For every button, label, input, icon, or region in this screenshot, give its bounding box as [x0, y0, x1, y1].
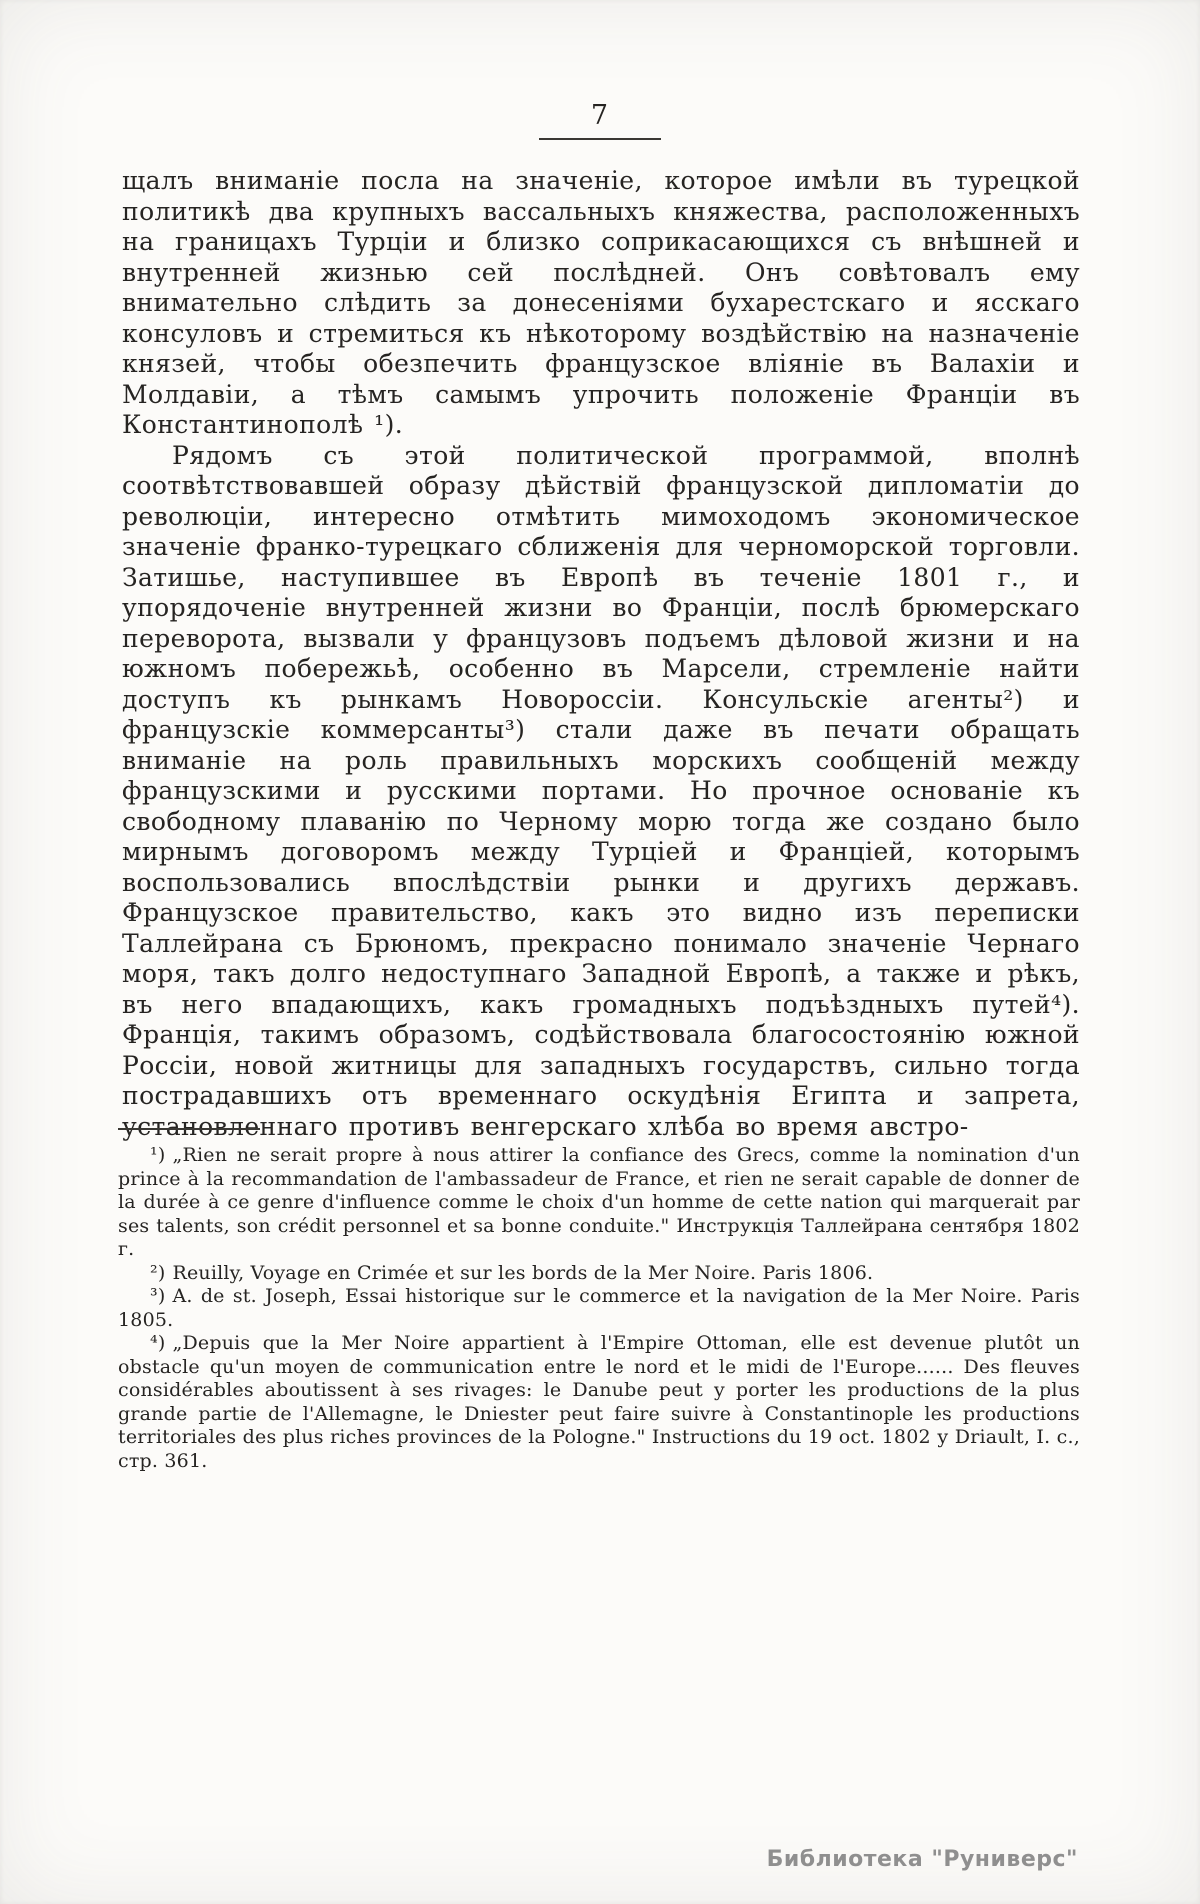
main-text — [122, 166, 1080, 1142]
footnote-text: Reuilly, Voyage en Crimée et sur les bords de la Mer Noire. Paris 1806. — [172, 1261, 874, 1284]
footnote-text: „Rien ne serait propre à nous attirer la confiance des Grecs, comme la nomination d'un prince à la recommandation de l'ambassadeur de France, et rien ne serait capable de donner de la durée à ce genre d'influence comme le choix d'un homme de cette nation qui marquerait par ses talents, son crédit personnel et sa bonne conduite." Инструкція Таллейрана сентября 1802 г. — [118, 1144, 1080, 1260]
footnote — [118, 1285, 1080, 1332]
footnote-marker: ⁴) — [150, 1332, 166, 1354]
paragraph: Рядомъ съ этой политической программой, вполнѣ соотвѣтствовавшей образу дѣйствій французской дипломатіи до революціи, интересно отмѣтить мимоходомъ экономическое значеніе франко-турецкаго сближенія для черноморской торговли. Затишье, наступившее въ Европѣ въ теченіе 1801 г., и упорядоченіе внутренней жизни во Франціи, послѣ брюмерскаго переворота, вызвали у французовъ подъемъ дѣловой жизни и на южномъ побережьѣ, особенно въ Марсели, стремленіе найти доступъ къ рынкамъ Новороссіи. Консульскіе агенты²) и французскіе коммерсанты³) стали даже въ печати обращать вниманіе на роль правильныхъ морскихъ сообщеній между французскими и русскими портами. Но прочное основаніе къ свободному плаванію по Черному морю тогда же создано было мирнымъ договоромъ между Турціей и Франціей, которымъ воспользовались впослѣдствіи рынки и другихъ державъ. Французское правительство, какъ это видно изъ переписки Таллейрана съ Брюномъ, прекрасно понимало значеніе Чернаго моря, такъ долго недоступнаго Западной Европѣ, а также и рѣкъ, въ него впадающихъ, какъ громадныхъ подъѣздныхъ путей⁴). Франція, такимъ образомъ, содѣйствовала благосостоянію южной Россіи, новой житницы для западныхъ государствъ, сильно тогда пострадавшихъ отъ временнаго оскудѣнія Египта и запрета, установленнаго противъ венгерскаго хлѣба во время австро- — [122, 440, 1080, 1141]
page-header — [0, 100, 1200, 140]
paragraph: щалъ вниманіе посла на значеніе, которое имѣли въ турецкой политикѣ два крупныхъ вассальныхъ княжества, расположенныхъ на границахъ Турціи и близко соприкасающихся съ внѣшней и внутренней жизнью сей послѣдней. Онъ совѣтовалъ ему внимательно слѣдить за донесеніями бухарестскаго и ясскаго консуловъ и стремиться къ нѣкоторому воздѣйствію на назначеніе князей, чтобы обезпечить французское вліяніе въ Валахіи и Молдавіи, а тѣмъ самымъ упрочить положеніе Франціи въ Константинополѣ ¹). — [122, 166, 1080, 439]
footnote-marker: ²) — [150, 1261, 166, 1284]
footnote-text: A. de st. Joseph, Essai historique sur le commerce et la navigation de la Mer Noire. Paris 1805. — [118, 1285, 1080, 1331]
footnotes-section — [118, 1128, 1080, 1473]
footnote-marker: ¹) — [150, 1144, 166, 1166]
footnote-marker: ³) — [150, 1285, 166, 1307]
footnote — [118, 1332, 1080, 1473]
footnote — [118, 1262, 1080, 1286]
library-watermark: Библиотека "Руниверс" — [766, 1847, 1078, 1872]
footnote-separator — [118, 1128, 260, 1130]
page-number: 7 — [539, 100, 661, 140]
footnote — [118, 1144, 1080, 1262]
footnote-text: „Depuis que la Mer Noire appartient à l'Empire Ottoman, elle est devenue plutôt un obstacle qu'un moyen de communication entre le nord et le midi de l'Europe...... Des fleuves considérables aboutissent à ses rivages: le Danube peut y porter les productions de la plus grande partie de l'Allemagne, le Dniester peut faire suivre à Constantinople les productions territoriales des plus riches provinces de la Pologne." Instructions du 19 oct. 1802 у Driault, I. c., стр. 361. — [118, 1332, 1080, 1472]
